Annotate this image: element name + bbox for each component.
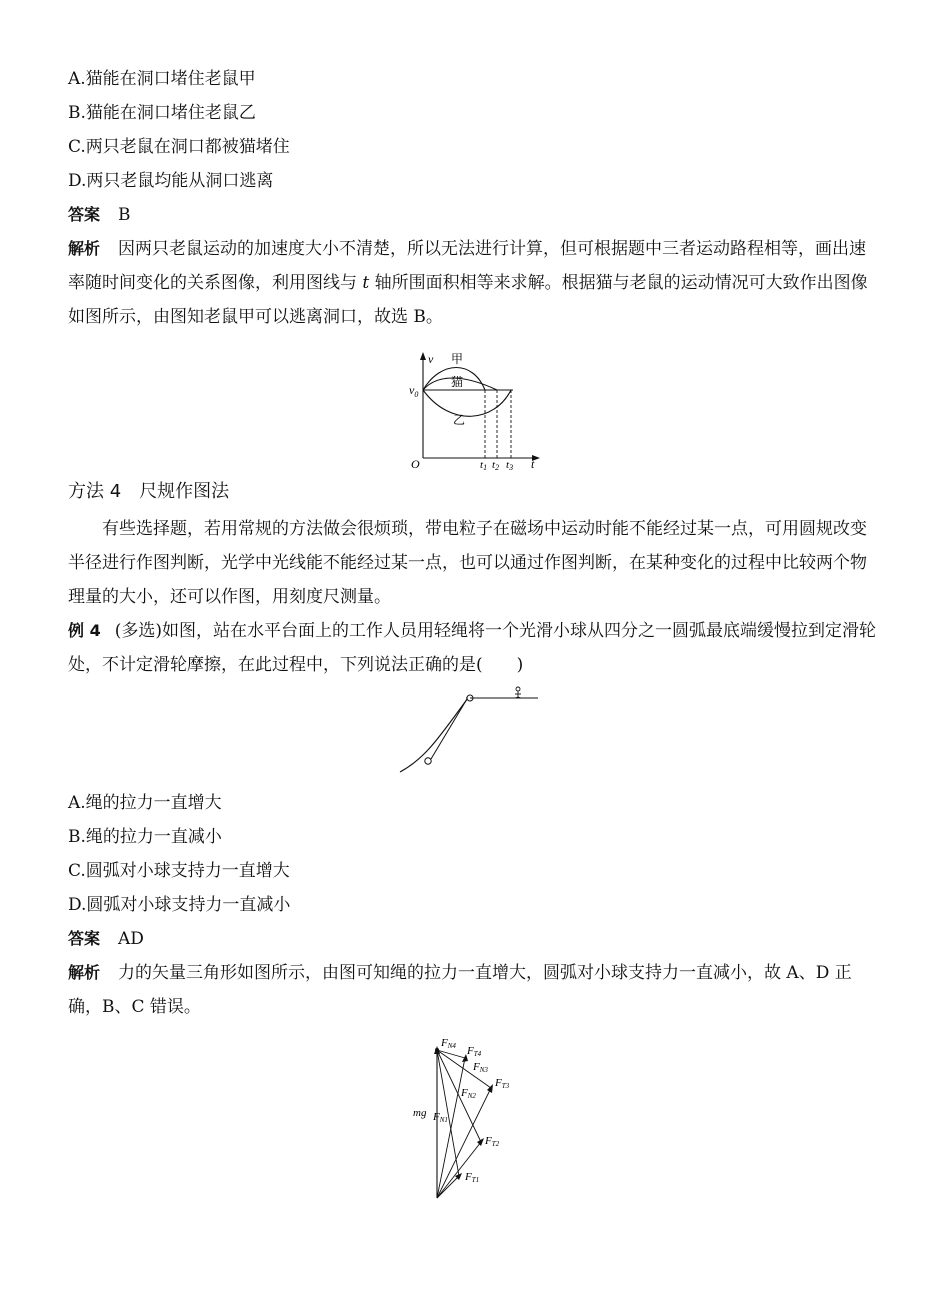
pulley-figure	[398, 686, 548, 782]
q3-option-d: D.两只老鼠均能从洞口逃离	[68, 171, 274, 191]
analysis-t-symbol: t	[362, 273, 370, 293]
ft3-vector	[437, 1088, 491, 1198]
example4	[68, 614, 878, 682]
yi-curve	[423, 390, 511, 416]
ft4-label: FT4	[467, 1045, 482, 1058]
yi-label: 乙	[453, 413, 466, 427]
mao-label: 猫	[451, 375, 464, 389]
t-axis-label: t	[531, 457, 535, 470]
v-axis-label: v	[428, 352, 434, 366]
method4-title: 尺规作图法	[139, 481, 230, 502]
ft3-label: FT3	[495, 1077, 510, 1090]
fn4-vector	[437, 1050, 465, 1058]
origin-label: O	[411, 457, 420, 470]
v0-label: $v_0$	[409, 383, 419, 399]
ball	[425, 758, 431, 764]
vt-graph-figure	[403, 350, 543, 470]
analysis-label: 解析	[68, 963, 101, 982]
q4-option-c: C.圆弧对小球支持力一直增大	[68, 861, 290, 881]
analysis-label: 解析	[68, 239, 101, 258]
analysis-text-2: 轴所围面积相等来求解。根据猫与老鼠的运动情况可大致作出图像如图所示，由图知老鼠甲可以逃离洞口，故选 B。	[68, 273, 868, 327]
q3-analysis	[68, 232, 878, 334]
analysis-text: 力的矢量三角形如图所示，由图可知绳的拉力一直增大，圆弧对小球支持力一直减小，故 A、D 正确，B、C 错误。	[68, 963, 852, 1017]
vt-graph	[403, 350, 543, 470]
answer-label: 答案	[68, 205, 101, 224]
rope-to-ball	[431, 699, 467, 759]
answer-value: AD	[118, 929, 144, 949]
answer-label: 答案	[68, 929, 101, 948]
q3-option-c: C.两只老鼠在洞口都被猫堵住	[68, 137, 290, 157]
answer-value: B	[118, 205, 131, 225]
ft2-arrow	[477, 1138, 484, 1146]
q3-answer	[68, 198, 878, 232]
fn1-vector	[437, 1050, 459, 1176]
v-axis-arrow	[420, 352, 426, 360]
worker-head	[516, 687, 520, 691]
fn1-label: FN1	[433, 1111, 448, 1124]
method4-text: 有些选择题，若用常规的方法做会很烦琐，带电粒子在磁场中运动时能不能经过某一点，可用圆规改变半径进行作图判断，光学中光线能不能经过某一点，也可以通过作图判断，在某种变化的过程中比较两个物理量的大小，还可以作图，用刻度尺测量。	[68, 519, 867, 607]
ft2-label: FT2	[485, 1135, 500, 1148]
fn2-label: FN2	[461, 1087, 476, 1100]
force-triangle-diagram	[413, 1036, 533, 1206]
jia-label: 甲	[451, 352, 464, 366]
fn3-label: FN3	[473, 1061, 488, 1074]
ft2-vector	[437, 1142, 481, 1198]
q4-option-d: D.圆弧对小球支持力一直减小	[68, 895, 291, 915]
ft1-label: FT1	[465, 1171, 480, 1184]
t1-label: t1	[480, 459, 488, 470]
q4-option-a: A.绳的拉力一直增大	[68, 793, 222, 813]
t2-label: t2	[492, 459, 500, 470]
q4-analysis	[68, 956, 878, 1024]
method4-heading	[68, 474, 878, 510]
analysis-text-1: 因两只老鼠运动的加速度大小不清楚，所以无法进行计算，但可根据题中三者运动路程相等，画出速率随时间变化的关系图像，利用图线与	[68, 239, 867, 293]
fn4-label: FN4	[441, 1037, 456, 1050]
q4-answer	[68, 922, 878, 956]
q3-option-b: B.猫能在洞口堵住老鼠乙	[68, 103, 256, 123]
mg-label: mg	[413, 1107, 427, 1119]
example4-label: 例 4	[68, 621, 101, 640]
t3-label: t3	[506, 459, 514, 470]
force-triangle-figure	[413, 1036, 533, 1206]
method4-number: 方法 4	[68, 481, 122, 502]
example4-text: (多选)如图，站在水平台面上的工作人员用轻绳将一个光滑小球从四分之一圆弧最底端缓慢拉到定滑轮处，不计定滑轮摩擦，在此过程中，下列说法正确的是( )	[68, 621, 876, 675]
arc-surface	[400, 698, 468, 772]
q3-option-a: A.猫能在洞口堵住老鼠甲	[68, 69, 256, 89]
q4-option-b: B.绳的拉力一直减小	[68, 827, 222, 847]
pulley-diagram	[398, 686, 548, 782]
document-page	[68, 62, 878, 1206]
